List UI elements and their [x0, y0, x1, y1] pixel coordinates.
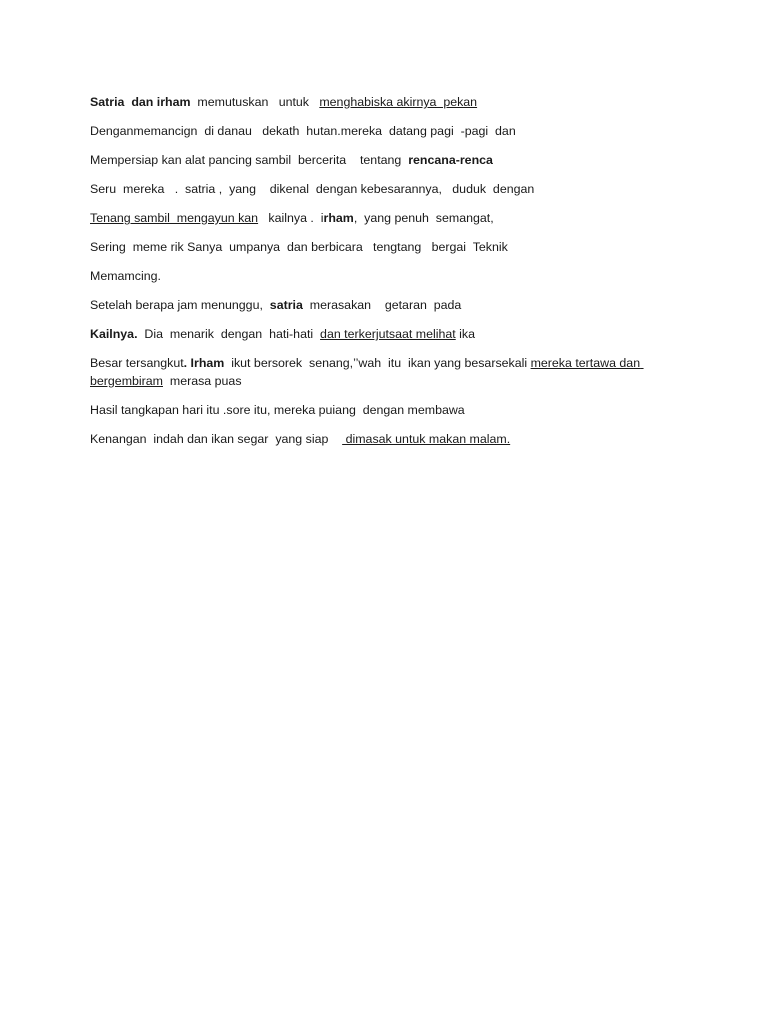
- bold-text-run: rham: [323, 211, 354, 225]
- underlined-text-run: dimasak untuk makan malam.: [342, 432, 511, 446]
- bold-text-run: Satria dan irham: [90, 95, 191, 109]
- underlined-text-run: Tenang sambil mengayun kan: [90, 211, 259, 225]
- paragraph: [90, 122, 670, 140]
- text-run: ika: [455, 327, 476, 341]
- paragraph: [90, 430, 670, 448]
- paragraph: [90, 209, 670, 227]
- text-run: , yang penuh semangat,: [353, 211, 494, 225]
- underlined-text-run: mereka tertawa dan bergembiram: [90, 356, 644, 388]
- paragraph: [90, 180, 670, 198]
- text-run: merasakan getaran pada: [302, 298, 462, 312]
- text-run: memutuskan untuk: [190, 95, 320, 109]
- text-run: Hasil tangkapan hari itu .sore itu, mereka puiang dengan membawa: [90, 403, 465, 417]
- paragraph: [90, 93, 670, 111]
- paragraph: [90, 267, 670, 285]
- paragraph: [90, 401, 670, 419]
- paragraph: [90, 296, 670, 314]
- underlined-text-run: dan terkerjutsaat melihat: [320, 327, 456, 341]
- text-run: kailnya . i: [258, 211, 324, 225]
- paragraph: [90, 354, 670, 390]
- text-run: Dia menarik dengan hati-hati: [137, 327, 321, 341]
- paragraph: [90, 238, 670, 256]
- bold-text-run: rencana-renca: [408, 153, 493, 167]
- text-run: Setelah berapa jam menunggu,: [90, 298, 270, 312]
- text-run: Seru mereka . satria , yang dikenal dengan kebesarannya, duduk dengan: [90, 182, 535, 196]
- bold-text-run: satria: [269, 298, 303, 312]
- underlined-text-run: menghabiska akirnya pekan: [319, 95, 478, 109]
- text-run: ikut bersorek senang,’’wah itu ikan yang besarsekali: [224, 356, 531, 370]
- bold-text-run: . Irham: [183, 356, 225, 370]
- text-run: Memamcing.: [90, 269, 161, 283]
- paragraph: [90, 325, 670, 343]
- text-run: Sering meme rik Sanya umpanya dan berbicara tengtang bergai Teknik: [90, 240, 508, 254]
- document-body: [90, 93, 670, 459]
- text-run: Denganmemancign di danau dekath hutan.mereka datang pagi -pagi dan: [90, 124, 516, 138]
- text-run: merasa puas: [163, 374, 242, 388]
- text-run: Mempersiap kan alat pancing sambil bercerita tentang: [90, 153, 409, 167]
- text-run: Besar tersangkut: [90, 356, 184, 370]
- bold-text-run: Kailnya.: [90, 327, 138, 341]
- text-run: Kenangan indah dan ikan segar yang siap: [90, 432, 343, 446]
- paragraph: [90, 151, 670, 169]
